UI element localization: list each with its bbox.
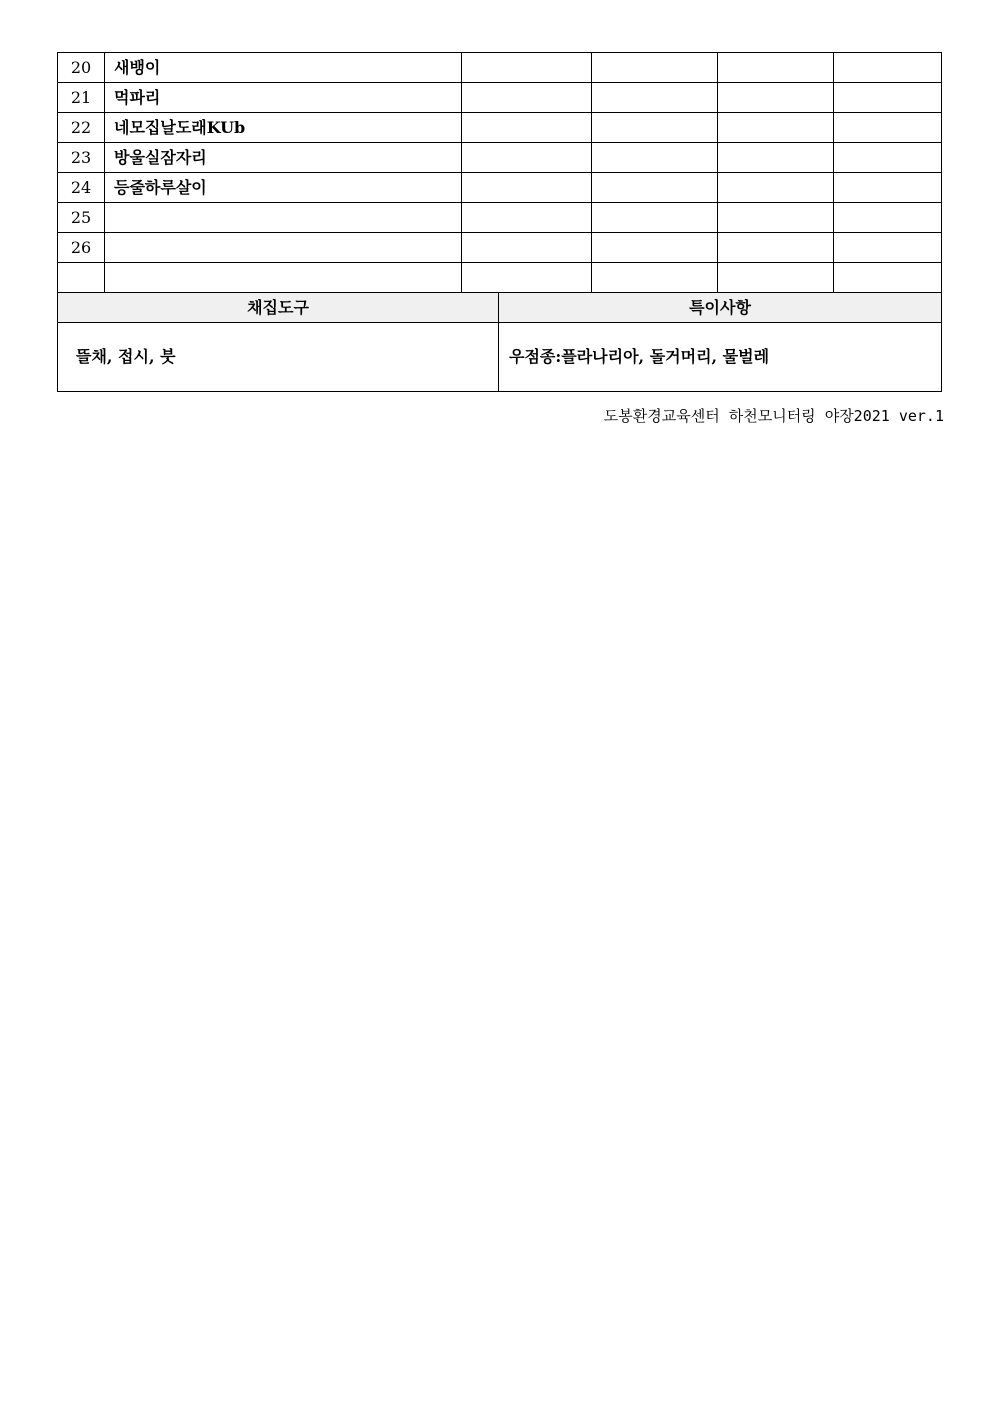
section-header-row [58, 293, 942, 323]
table-row [58, 233, 942, 263]
species-table [57, 52, 942, 392]
data-cell [718, 173, 834, 203]
row-number: 26 [58, 233, 105, 263]
table-row [58, 53, 942, 83]
species-table-body [58, 53, 942, 392]
data-cell [462, 83, 592, 113]
data-cell [592, 263, 718, 293]
table-row [58, 263, 942, 293]
row-number: 24 [58, 173, 105, 203]
species-name [105, 203, 462, 233]
data-cell [592, 53, 718, 83]
footer-text: 도봉환경교육센터 하천모니터링 야장2021 ver.1 [603, 407, 944, 425]
data-cell [462, 113, 592, 143]
species-name: 네모집날도래KUb [105, 113, 462, 143]
data-cell [834, 263, 942, 293]
data-cell [718, 53, 834, 83]
data-cell [592, 173, 718, 203]
row-number: 23 [58, 143, 105, 173]
collection-tools-header: 채집도구 [58, 293, 499, 323]
data-cell [718, 143, 834, 173]
data-cell [462, 263, 592, 293]
row-number: 22 [58, 113, 105, 143]
table-row [58, 203, 942, 233]
data-cell [592, 83, 718, 113]
section-value-row [58, 323, 942, 392]
data-cell [834, 53, 942, 83]
data-cell [718, 233, 834, 263]
data-cell [834, 113, 942, 143]
data-cell [834, 83, 942, 113]
data-cell [592, 113, 718, 143]
table-row [58, 173, 942, 203]
remarks-header: 특이사항 [499, 293, 942, 323]
species-name: 등줄하루살이 [105, 173, 462, 203]
data-cell [592, 143, 718, 173]
data-cell [718, 83, 834, 113]
data-cell [462, 53, 592, 83]
data-cell [592, 233, 718, 263]
table-row [58, 113, 942, 143]
collection-tools-value: 뜰채, 접시, 붓 [58, 323, 499, 392]
data-cell [592, 203, 718, 233]
table-row [58, 143, 942, 173]
data-cell [834, 173, 942, 203]
data-cell [462, 233, 592, 263]
data-cell [718, 263, 834, 293]
species-name [105, 233, 462, 263]
data-cell [462, 143, 592, 173]
data-cell [718, 113, 834, 143]
data-cell [462, 203, 592, 233]
data-cell [834, 233, 942, 263]
row-number [58, 263, 105, 293]
table-row [58, 83, 942, 113]
data-cell [834, 143, 942, 173]
data-cell [462, 173, 592, 203]
species-name: 새뱅이 [105, 53, 462, 83]
species-name: 먹파리 [105, 83, 462, 113]
data-cell [834, 203, 942, 233]
row-number: 25 [58, 203, 105, 233]
row-number: 20 [58, 53, 105, 83]
data-cell [718, 203, 834, 233]
species-name: 방울실잠자리 [105, 143, 462, 173]
species-name [105, 263, 462, 293]
remarks-value: 우점종:플라나리아, 돌거머리, 물벌레 [499, 323, 942, 392]
row-number: 21 [58, 83, 105, 113]
